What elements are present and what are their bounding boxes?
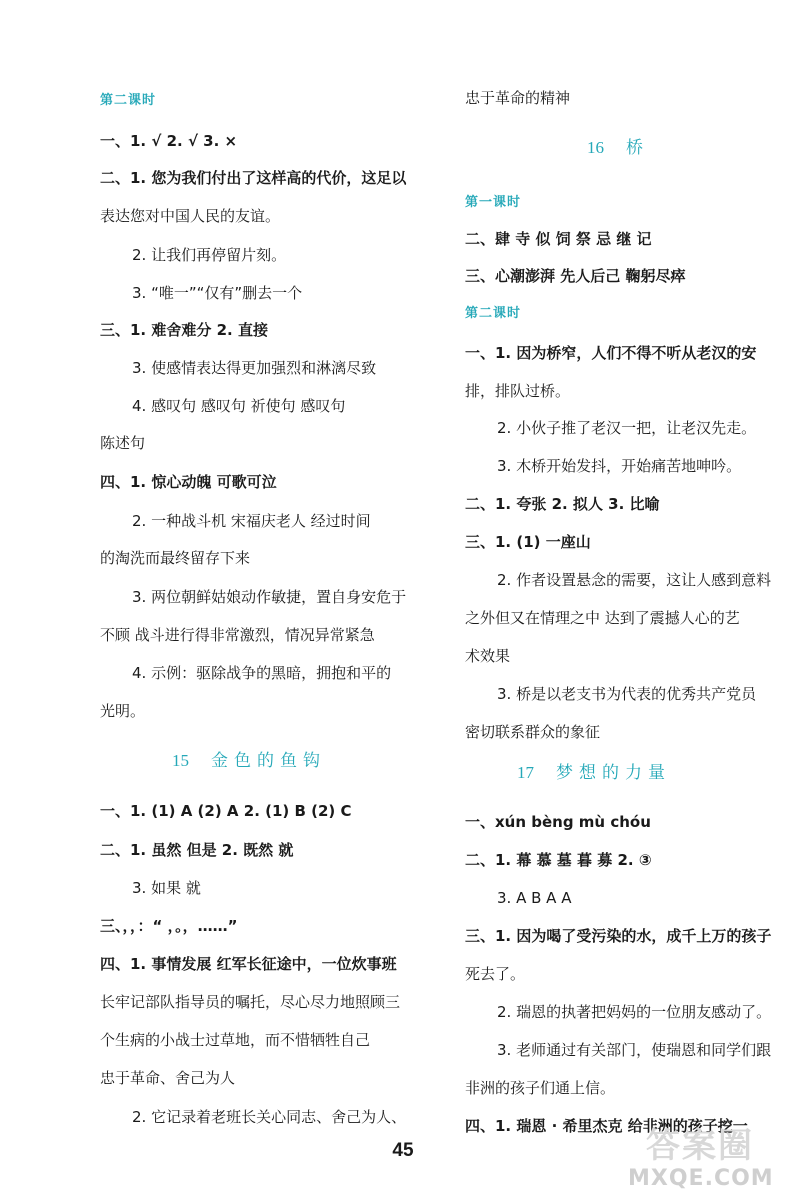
answer-line: 忠于革命的精神 — [465, 89, 571, 107]
page-number: 45 — [392, 1140, 414, 1161]
lesson-number: 17 — [517, 763, 534, 782]
answer-line: 3. “唯一”“仅有”删去一个 — [132, 284, 303, 302]
answer-line: 表达您对中国人民的友谊。 — [100, 207, 281, 225]
answer-line: 3. 如果 就 — [132, 879, 201, 897]
answer-line: 2. 瑞恩的执著把妈妈的一位朋友感动了。 — [497, 1003, 772, 1021]
answer-line: 2. 它记录着老班长关心同志、舍己为人、 — [132, 1108, 407, 1126]
answer-line: 三、1. 难舍难分 2. 直接 — [100, 321, 268, 339]
answer-line: 不顾 战斗进行得非常激烈，情况异常紧急 — [100, 626, 375, 644]
subheading-second-period: 第二课时 — [465, 306, 522, 321]
left-column — [100, 0, 430, 1195]
watermark-url-text: MXQE.COM — [628, 1166, 774, 1191]
answer-line: 术效果 — [465, 647, 511, 665]
answer-line: 3. 木桥开始发抖，开始痛苦地呻吟。 — [497, 457, 742, 475]
answer-line: 一、1. 因为桥窄，人们不得不听从老汉的安 — [465, 344, 757, 362]
answer-line: 忠于革命、舍己为人 — [100, 1069, 236, 1087]
answer-line: 2. 作者设置悬念的需要，这让人感到意料 — [497, 571, 772, 589]
answer-line: 陈述句 — [100, 434, 146, 452]
answer-line: 3. 使感情表达得更加强烈和淋漓尽致 — [132, 359, 377, 377]
answer-line: 2. 小伙子推了老汉一把，让老汉先走。 — [497, 419, 757, 437]
lesson-title: 梦想的力量 — [556, 763, 671, 783]
lesson-number: 15 — [172, 751, 189, 770]
lesson-15-heading — [172, 750, 326, 772]
answer-line: 之外但又在情理之中 达到了震撼人心的艺 — [465, 609, 740, 627]
answer-line: 2. 一种战斗机 宋福庆老人 经过时间 — [132, 512, 371, 530]
lesson-title: 金色的鱼钩 — [211, 751, 326, 771]
answer-line: 3. 老师通过有关部门，使瑞恩和同学们跟 — [497, 1041, 772, 1059]
watermark-cn-text: 答案圈 — [646, 1126, 754, 1166]
answer-line: 3. 两位朝鲜姑娘动作敏捷，置自身安危于 — [132, 588, 407, 606]
answer-line: 个生病的小战士过草地，而不惜牺牲自己 — [100, 1031, 371, 1049]
answer-line: 一、1. √ 2. √ 3. × — [100, 132, 238, 150]
answer-line: 4. 感叹句 感叹句 祈使句 感叹句 — [132, 397, 346, 415]
answer-line: 四、1. 惊心动魄 可歌可泣 — [100, 473, 277, 491]
answer-line: 二、1. 虽然 但是 2. 既然 就 — [100, 841, 294, 859]
subheading-first-period: 第一课时 — [465, 195, 522, 210]
answer-line: 3. 桥是以老支书为代表的优秀共产党员 — [497, 685, 757, 703]
answer-line: 密切联系群众的象征 — [465, 723, 601, 741]
answer-line: 三、，，：“ ，。，……” — [100, 917, 238, 935]
answer-line: 排，排队过桥。 — [465, 382, 571, 400]
answer-line: 一、1. (1) A (2) A 2. (1) B (2) C — [100, 802, 352, 820]
answer-line: 长牢记部队指导员的嘱托，尽心尽力地照顾三 — [100, 993, 401, 1011]
answer-line: 光明。 — [100, 702, 146, 720]
answer-line: 二、肆 寺 似 饲 祭 忌 继 记 — [465, 230, 652, 248]
answer-line: 2. 让我们再停留片刻。 — [132, 246, 287, 264]
answer-line: 三、1. (1) 一座山 — [465, 533, 591, 551]
answer-line: 4. 示例：驱除战争的黑暗，拥抱和平的 — [132, 664, 392, 682]
answer-line: 非洲的孩子们通上信。 — [465, 1079, 616, 1097]
right-column — [465, 0, 790, 1195]
answer-line: 三、1. 因为喝了受污染的水，成千上万的孩子 — [465, 927, 772, 945]
answer-line: 二、1. 幕 慕 墓 暮 募 2. ③ — [465, 851, 652, 869]
subheading-second-period: 第二课时 — [100, 93, 157, 108]
answer-line: 四、1. 瑞恩 · 希里杰克 给非洲的孩子挖一 — [465, 1117, 748, 1135]
answer-line: 3. A B A A — [497, 889, 572, 907]
answer-line: 四、1. 事情发展 红军长征途中，一位炊事班 — [100, 955, 397, 973]
lesson-16-heading — [587, 137, 649, 159]
answer-line: 二、1. 您为我们付出了这样高的代价，这足以 — [100, 169, 407, 187]
answer-line: 一、xún bèng mù chóu — [465, 813, 651, 831]
answer-line: 三、心潮澎湃 先人后己 鞠躬尽瘁 — [465, 267, 686, 285]
lesson-title: 桥 — [626, 138, 649, 158]
lesson-17-heading — [517, 762, 671, 784]
answer-line: 的淘洗而最终留存下来 — [100, 549, 251, 567]
answer-line: 二、1. 夸张 2. 拟人 3. 比喻 — [465, 495, 660, 513]
answer-line: 死去了。 — [465, 965, 526, 983]
lesson-number: 16 — [587, 138, 604, 157]
